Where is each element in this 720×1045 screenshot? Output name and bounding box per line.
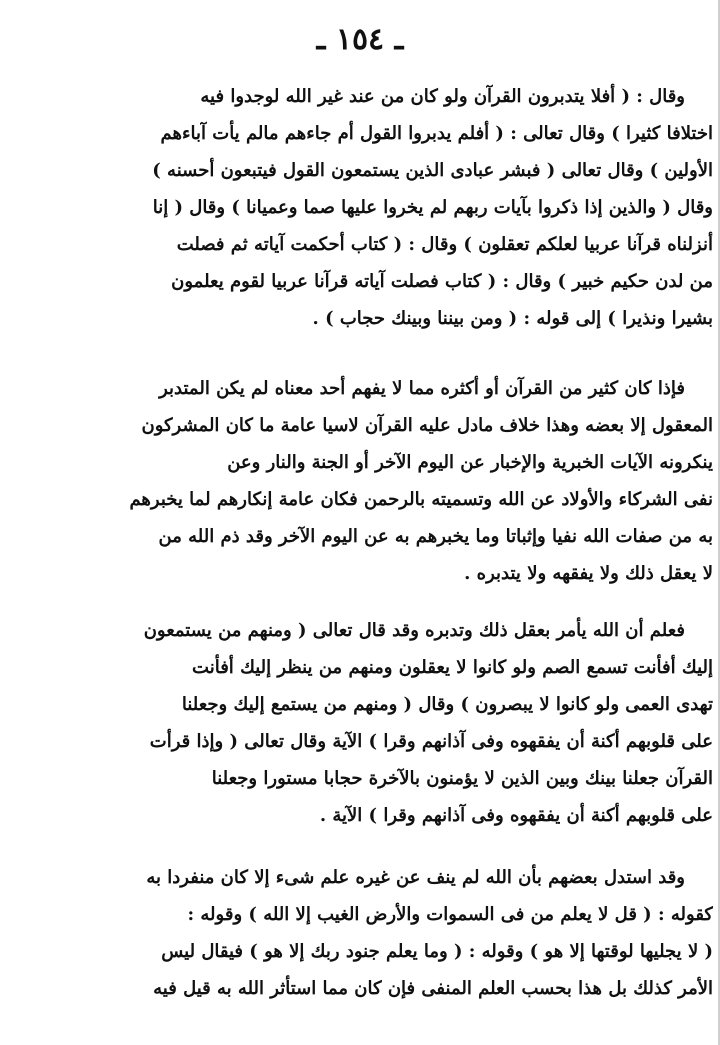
paragraph-line: نفى الشركاء والأولاد عن الله وتسميته بالرحمن فكان عامة إنكارهم لما يخبرهم xyxy=(129,489,713,510)
paragraph-line: فعلم أن الله يأمر بعقل ذلك وتدبره وقد قال تعالى ( ومنهم من يستمعون xyxy=(143,620,685,641)
paragraph-line: ( لا يجليها لوقتها إلا هو ) وقوله : ( وما يعلم جنود ربك إلا هو ) فيقال ليس xyxy=(161,941,713,962)
paragraph-line: على قلوبهم أكنة أن يفقهوه وفى آذانهم وقرا ) الآية . xyxy=(319,805,713,826)
paragraph-3 xyxy=(63,612,713,834)
paragraph-4 xyxy=(63,859,713,1007)
paragraph-line: كقوله : ( قل لا يعلم من فى السموات والأرض الغيب إلا الله ) وقوله : xyxy=(187,904,713,925)
paragraph-line: أنزلناه قرآنا عربيا لعلكم تعقلون ) وقال : ( كتاب أحكمت آياته ثم فصلت xyxy=(176,234,713,255)
paragraph-1 xyxy=(63,78,713,337)
paragraph-line: الأمر كذلك بل هذا بحسب العلم المنفى فإن كان مما استأثر الله به قيل فيه xyxy=(153,978,713,999)
paragraph-line: القرآن جعلنا بينك وبين الذين لا يؤمنون بالآخرة حجابا مستورا وجعلنا xyxy=(211,768,713,789)
paragraph-line: وقال : ( أفلا يتدبرون القرآن ولو كان من عند غير الله لوجدوا فيه xyxy=(200,86,685,107)
paragraph-line: اختلافا كثيرا ) وقال تعالى : ( أفلم يدبروا القول أم جاءهم مالم يأت آباءهم xyxy=(160,123,713,144)
paragraph-line: لا يعقل ذلك ولا يفقهه ولا يتدبره . xyxy=(464,563,713,584)
paragraph-2 xyxy=(63,370,713,592)
paragraph-line: من لدن حكيم خبير ) وقال : ( كتاب فصلت آياته قرآنا عربيا لقوم يعلمون xyxy=(171,271,713,292)
page-number: ـ ١٥٤ ـ xyxy=(316,22,404,57)
paragraph-line: فإذا كان كثير من القرآن أو أكثره مما لا يفهم أحد معناه لم يكن المتدبر xyxy=(159,378,685,399)
paragraph-line: وقال ( والذين إذا ذكروا بآيات ربهم لم يخروا عليها صما وعميانا ) وقال ( إنا xyxy=(152,197,713,218)
paragraph-line: ينكرونه الآيات الخبرية والإخبار عن اليوم الآخر أو الجنة والنار وعن xyxy=(227,452,713,473)
paragraph-line: إليك أفأنت تسمع الصم ولو كانوا لا يعقلون ومنهم من ينظر إليك أفأنت xyxy=(192,657,713,678)
paragraph-line: به من صفات الله نفيا وإثباتا وما يخبرهم به عن اليوم الآخر وقد ذم الله من xyxy=(158,526,713,547)
paragraph-line: وقد استدل بعضهم بأن الله لم ينف عن غيره علم شىء إلا كان منفردا به xyxy=(146,867,685,888)
paragraph-line: على قلوبهم أكنة أن يفقهوه وفى آذانهم وقرا ) الآية وقال تعالى ( وإذا قرأت xyxy=(149,731,713,752)
paragraph-line: تهدى العمى ولو كانوا لا يبصرون ) وقال ( ومنهم من يستمع إليك وجعلنا xyxy=(181,694,713,715)
paragraph-line: بشيرا ونذيرا ) إلى قوله : ( ومن بيننا وبينك حجاب ) . xyxy=(312,308,713,329)
paragraph-line: الأولين ) وقال تعالى ( فبشر عبادى الذين يستمعون القول فيتبعون أحسنه ) xyxy=(152,160,713,181)
paragraph-line: المعقول إلا بعضه وهذا خلاف مادل عليه القرآن لاسيا عامة ما كان المشركون xyxy=(141,415,713,436)
